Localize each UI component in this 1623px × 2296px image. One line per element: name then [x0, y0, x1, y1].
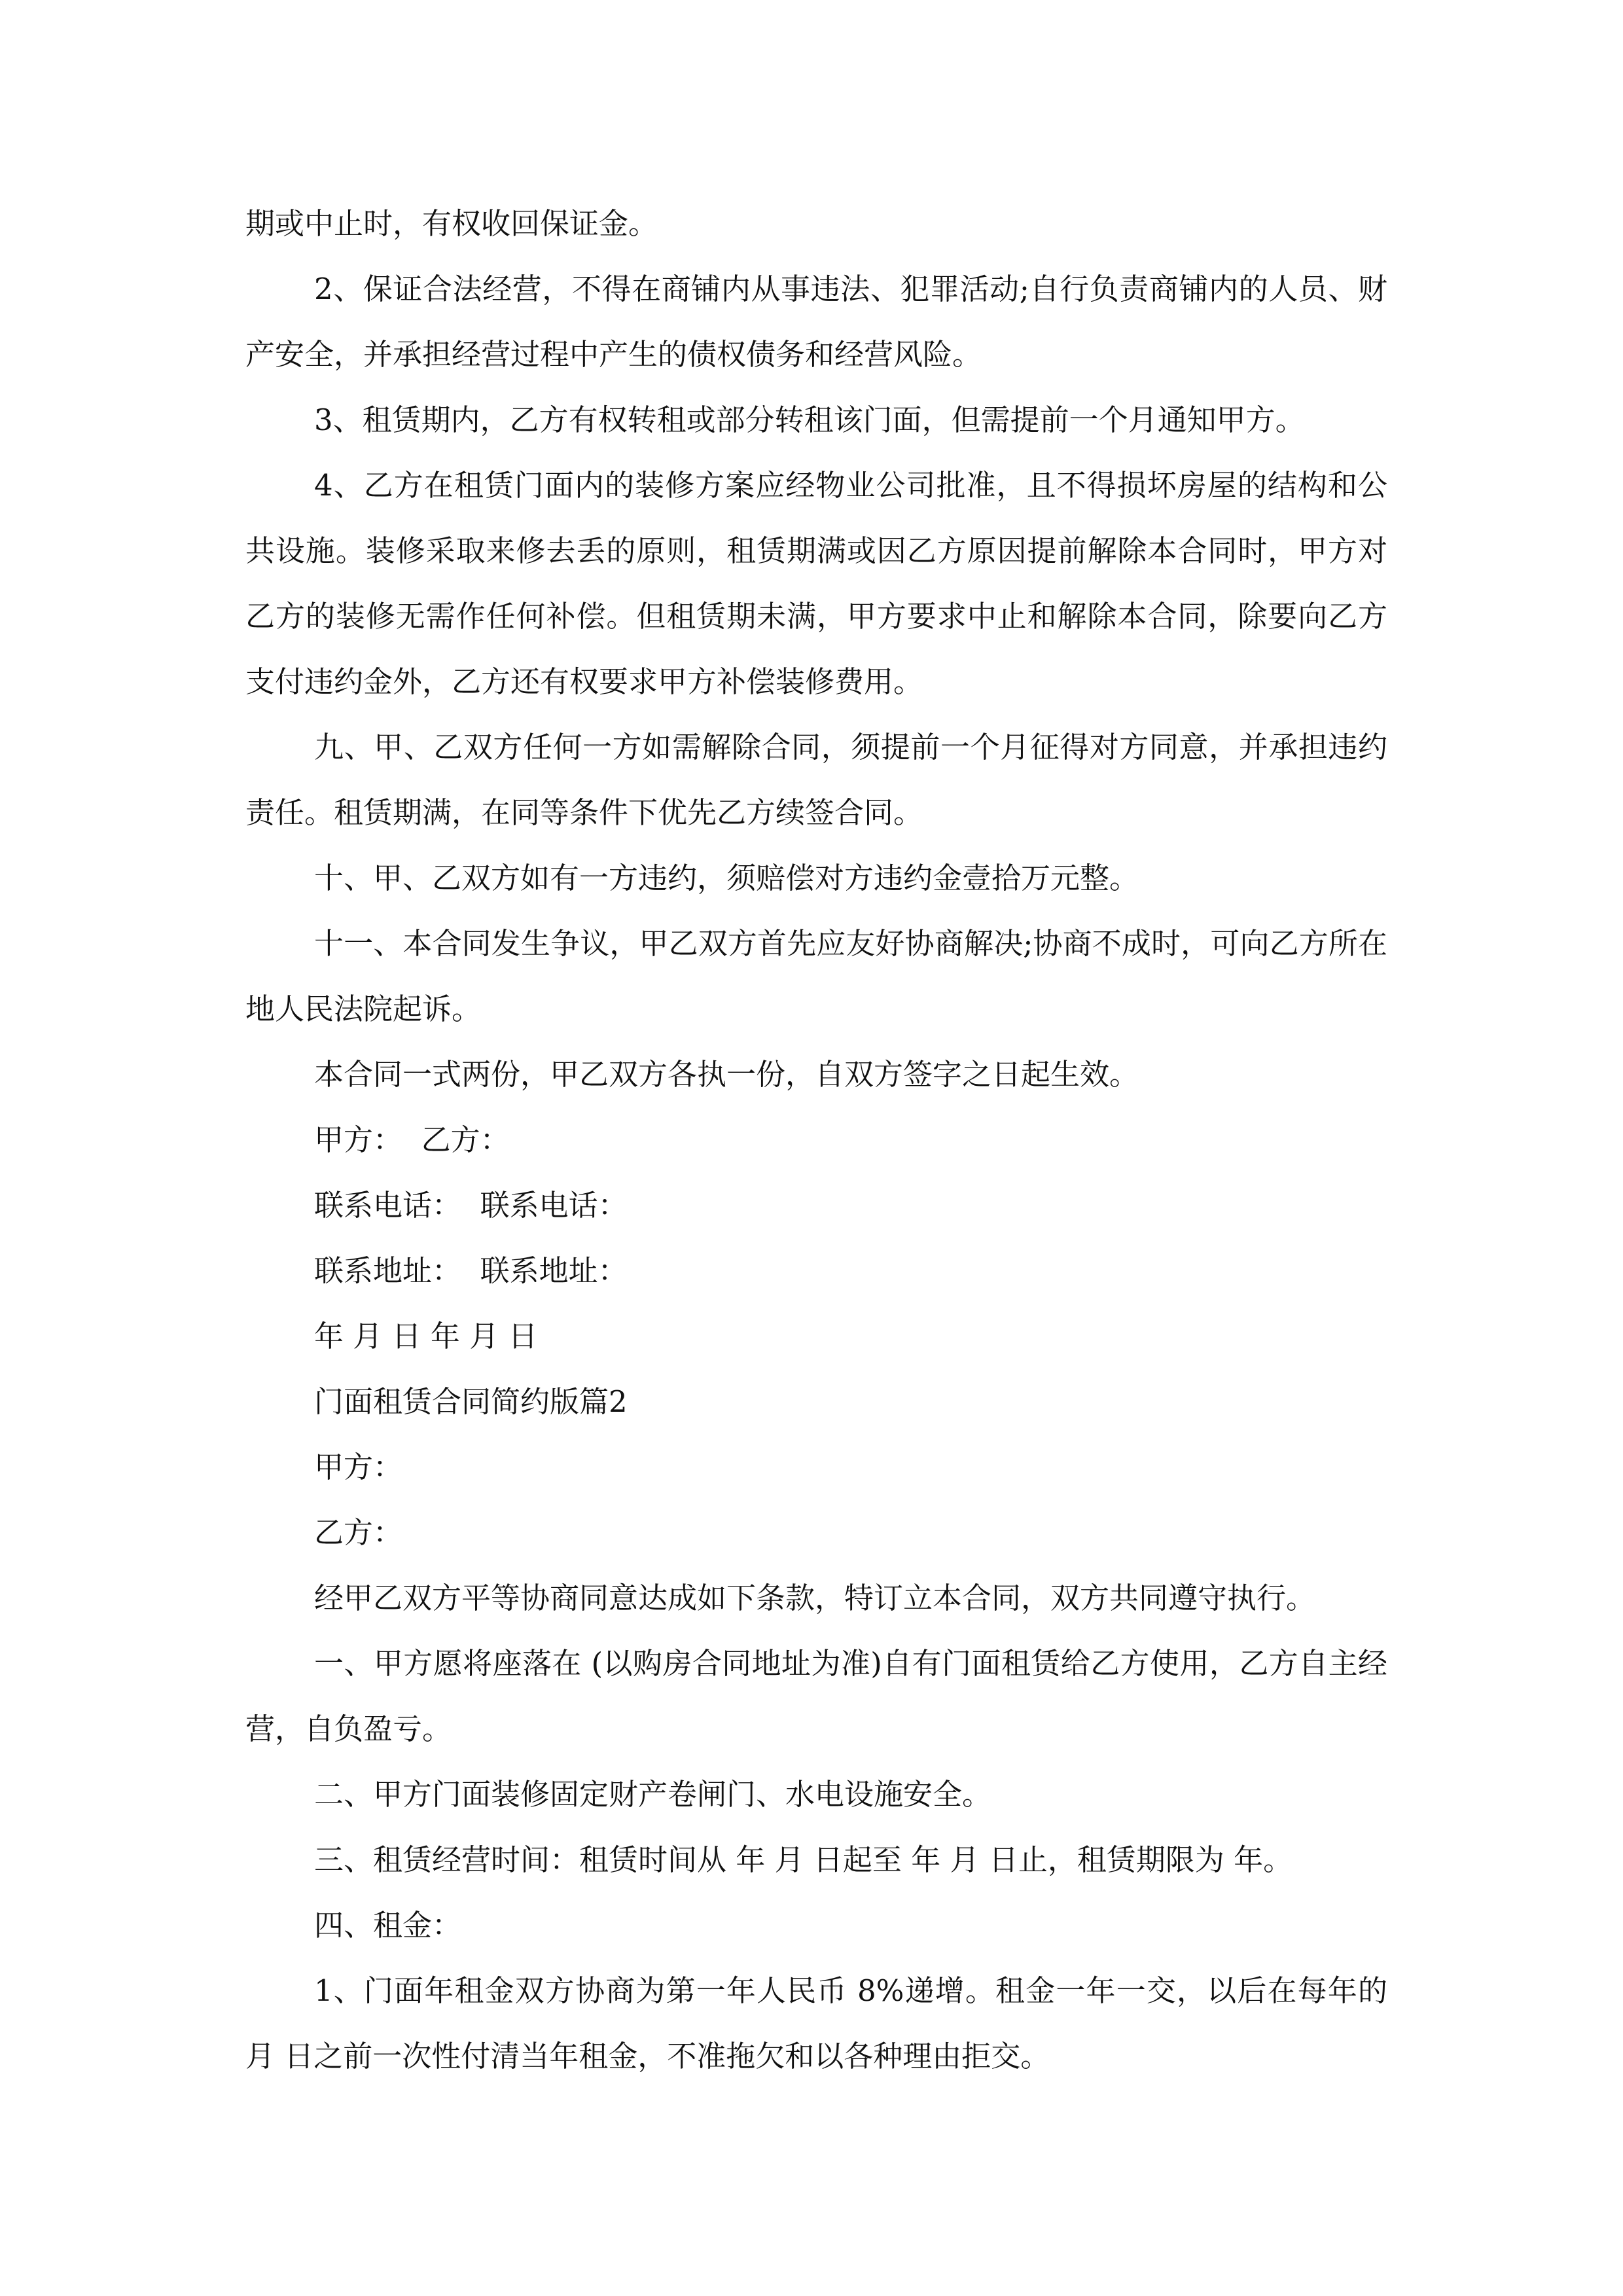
signature-phone-line: 联系电话： 联系电话： — [314, 1188, 628, 1223]
paragraph: 经甲乙双方平等协商同意达成如下条款，特订立本合同，双方共同遵守执行。 — [314, 1581, 1316, 1615]
signature-address-line: 联系地址： 联系地址： — [314, 1253, 628, 1288]
paragraph: 2、保证合法经营，不得在商铺内从事违法、犯罪活动;自行负责商铺内的人员、财产安全，并承担经营过程中产生的债权债务和经营风险。 — [245, 272, 1387, 372]
signature-party-line: 甲方： 乙方： — [314, 1122, 510, 1157]
paragraph: 一、甲方愿将座落在 (以购房合同地址为准)自有门面租赁给乙方使用，乙方自主经营，自负盈亏。 — [245, 1646, 1387, 1746]
signature-date-line: 年 月 日 年 月 日 — [314, 1319, 538, 1354]
paragraph: 十一、本合同发生争议，甲乙双方首先应友好协商解决;协商不成时，可向乙方所在地人民法院起诉。 — [245, 926, 1387, 1026]
paragraph: 4、乙方在租赁门面内的装修方案应经物业公司批准，且不得损坏房屋的结构和公共设施。装修采取来修去丢的原则，租赁期满或因乙方原因提前解除本合同时，甲方对乙方的装修无需作任何补偿。但租赁期未满，甲方要求中止和解除本合同，除要向乙方支付违约金外，乙方还有权要求甲方补偿装修费用。 — [245, 468, 1387, 699]
paragraph: 十、甲、乙双方如有一方违约，须赔偿对方违约金壹拾万元整。 — [314, 861, 1139, 895]
paragraph: 本合同一式两份，甲乙双方各执一份，自双方签字之日起生效。 — [314, 1057, 1139, 1092]
paragraph: 1、门面年租金双方协商为第一年人民币 8%递增。租金一年一交，以后在每年的 月 日之前一次性付清当年租金，不准拖欠和以各种理由拒交。 — [245, 1973, 1397, 2073]
paragraph: 九、甲、乙双方任何一方如需解除合同，须提前一个月征得对方同意，并承担违约责任。租赁期满，在同等条件下优先乙方续签合同。 — [245, 730, 1387, 830]
party-b-line: 乙方： — [314, 1515, 403, 1550]
paragraph: 四、租金： — [314, 1908, 462, 1943]
paragraph: 二、甲方门面装修固定财产卷闸门、水电设施安全。 — [314, 1777, 992, 1812]
party-a-line: 甲方： — [314, 1450, 403, 1484]
paragraph: 3、租赁期内，乙方有权转租或部分转租该门面，但需提前一个月通知甲方。 — [314, 403, 1305, 437]
document-body — [245, 191, 1397, 2089]
section-title: 门面租赁合同简约版篇2 — [314, 1384, 628, 1419]
paragraph: 三、租赁经营时间：租赁时间从 年 月 日起至 年 月 日止，租赁期限为 年。 — [314, 1842, 1293, 1877]
paragraph: 期或中止时，有权收回保证金。 — [245, 206, 658, 241]
